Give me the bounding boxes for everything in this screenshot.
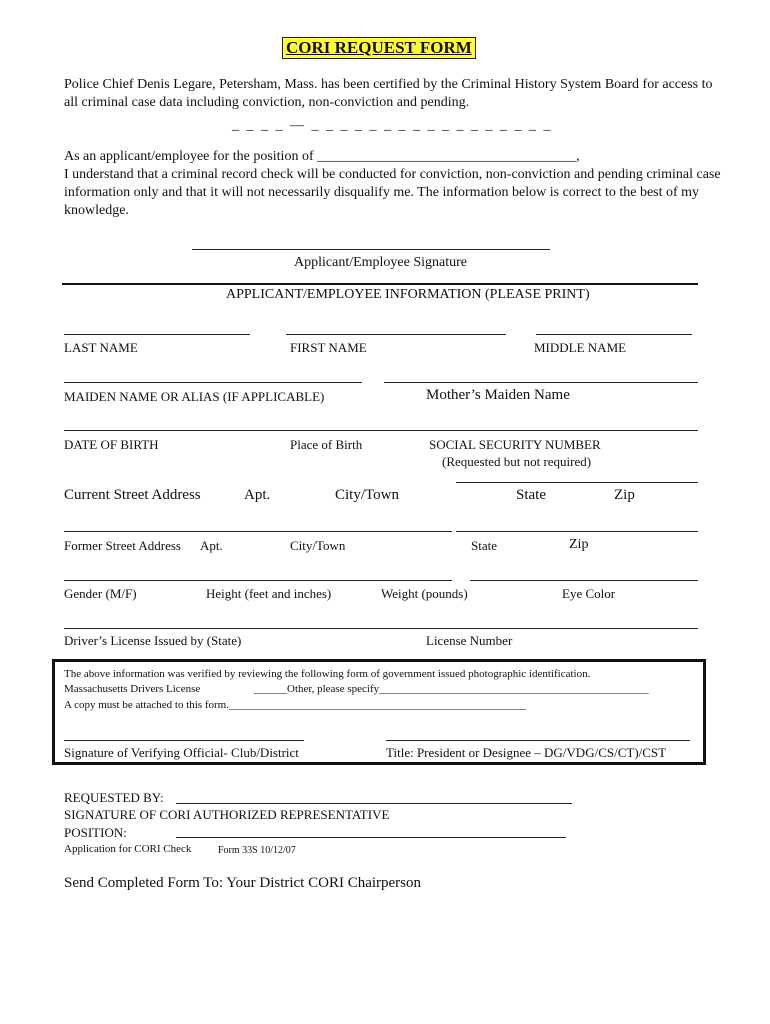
height-label: Height (feet and inches) xyxy=(206,586,332,601)
last-name-label: LAST NAME xyxy=(64,340,138,355)
ssn-note: (Requested but not required) xyxy=(442,454,592,469)
former-state-zip-line[interactable] xyxy=(456,531,698,532)
current-address-label: Current Street Address xyxy=(64,487,201,503)
current-state-label: State xyxy=(516,487,546,503)
former-zip-label: Zip xyxy=(569,537,589,552)
section-heading: APPLICANT/EMPLOYEE INFORMATION (PLEASE PRINT) xyxy=(226,287,590,302)
requested-by-label: REQUESTED BY: xyxy=(64,790,164,805)
copy-note-text: A copy must be attached to this form. xyxy=(64,699,229,711)
dob-label: DATE OF BIRTH xyxy=(64,437,159,452)
mass-license-option[interactable]: Massachusetts Drivers License xyxy=(64,683,201,695)
eye-color-line[interactable] xyxy=(470,580,698,581)
middle-name-label: MIDDLE NAME xyxy=(534,340,627,355)
license-state-label: Driver’s License Issued by (State) xyxy=(64,633,242,648)
eye-color-label: Eye Color xyxy=(562,586,616,601)
form-number: Form 33S 10/12/07 xyxy=(218,845,296,856)
former-city-label: City/Town xyxy=(290,538,346,553)
former-apt-label: Apt. xyxy=(200,538,223,553)
mothers-maiden-label: Mother’s Maiden Name xyxy=(426,387,570,403)
requested-by-line[interactable] xyxy=(176,803,572,804)
app-for-cori: Application for CORI Check xyxy=(64,843,192,855)
authorized-signature-label: SIGNATURE OF CORI AUTHORIZED REPRESENTATIVE xyxy=(64,807,390,822)
copy-note-blank[interactable]: ______________________________________________________ xyxy=(228,699,526,711)
position-line[interactable] xyxy=(176,837,566,838)
physical-info-line[interactable] xyxy=(64,580,452,581)
mothers-maiden-line[interactable] xyxy=(384,382,698,383)
middle-name-line[interactable] xyxy=(536,334,692,335)
first-name-line[interactable] xyxy=(286,334,506,335)
current-apt-label: Apt. xyxy=(244,487,271,503)
applicant-statement xyxy=(64,148,724,220)
applicant-signature-line[interactable] xyxy=(192,249,550,250)
official-signature-line[interactable] xyxy=(64,740,304,741)
section-divider xyxy=(62,283,698,285)
position-blank[interactable]: _____________________________________, xyxy=(317,149,580,164)
former-state-label: State xyxy=(471,538,497,553)
place-of-birth-label: Place of Birth xyxy=(290,437,363,452)
current-zip-label: Zip xyxy=(614,487,635,503)
license-number-label: License Number xyxy=(426,633,513,648)
current-city-label: City/Town xyxy=(335,487,399,503)
title-line[interactable] xyxy=(386,740,690,741)
current-address-top-line[interactable] xyxy=(456,482,698,483)
other-id-blank[interactable]: _________________________________________________ xyxy=(379,683,649,695)
statement-body: I understand that a criminal record check will be conducted for conviction, non-conviction and pending criminal case information only and that it will not necessarily disqualify me. The information below is correct to the best of my knowledge. xyxy=(64,167,721,218)
form-title: CORI REQUEST FORM xyxy=(282,37,476,59)
last-name-line[interactable] xyxy=(64,334,250,335)
signature-label: Applicant/Employee Signature xyxy=(294,255,468,270)
dob-row-line[interactable] xyxy=(64,430,698,431)
license-line[interactable] xyxy=(64,628,698,629)
weight-label: Weight (pounds) xyxy=(381,586,468,601)
verification-text: The above information was verified by reviewing the following form of government issued photographic identification. xyxy=(64,668,591,680)
maiden-name-line[interactable] xyxy=(64,382,362,383)
first-name-label: FIRST NAME xyxy=(290,340,367,355)
official-title-label: Title: President or Designee – DG/VDG/CS/CT)/CST xyxy=(386,745,667,760)
former-address-label: Former Street Address xyxy=(64,538,181,553)
position-label: POSITION: xyxy=(64,825,127,840)
statement-prefix: As an applicant/employee for the position of xyxy=(64,149,314,164)
ssn-label: SOCIAL SECURITY NUMBER xyxy=(429,437,601,452)
send-to-text: Send Completed Form To: Your District CORI Chairperson xyxy=(64,875,422,891)
other-id-option[interactable] xyxy=(254,683,649,695)
official-signature-label: Signature of Verifying Official- Club/District xyxy=(64,745,299,760)
other-id-prefix: ______Other, please specify xyxy=(254,683,380,695)
separator-dashes: _ _ _ _ — _ _ _ _ _ _ _ _ _ _ _ _ _ _ _ _ _ xyxy=(232,118,553,133)
intro-paragraph: Police Chief Denis Legare, Petersham, Mass. has been certified by the Criminal History System Board for access to all criminal case data including conviction, non-conviction and pending. xyxy=(64,77,713,110)
gender-label: Gender (M/F) xyxy=(64,586,137,601)
maiden-name-label: MAIDEN NAME OR ALIAS (IF APPLICABLE) xyxy=(64,389,325,404)
former-address-line[interactable] xyxy=(64,531,452,532)
copy-note xyxy=(64,699,526,711)
